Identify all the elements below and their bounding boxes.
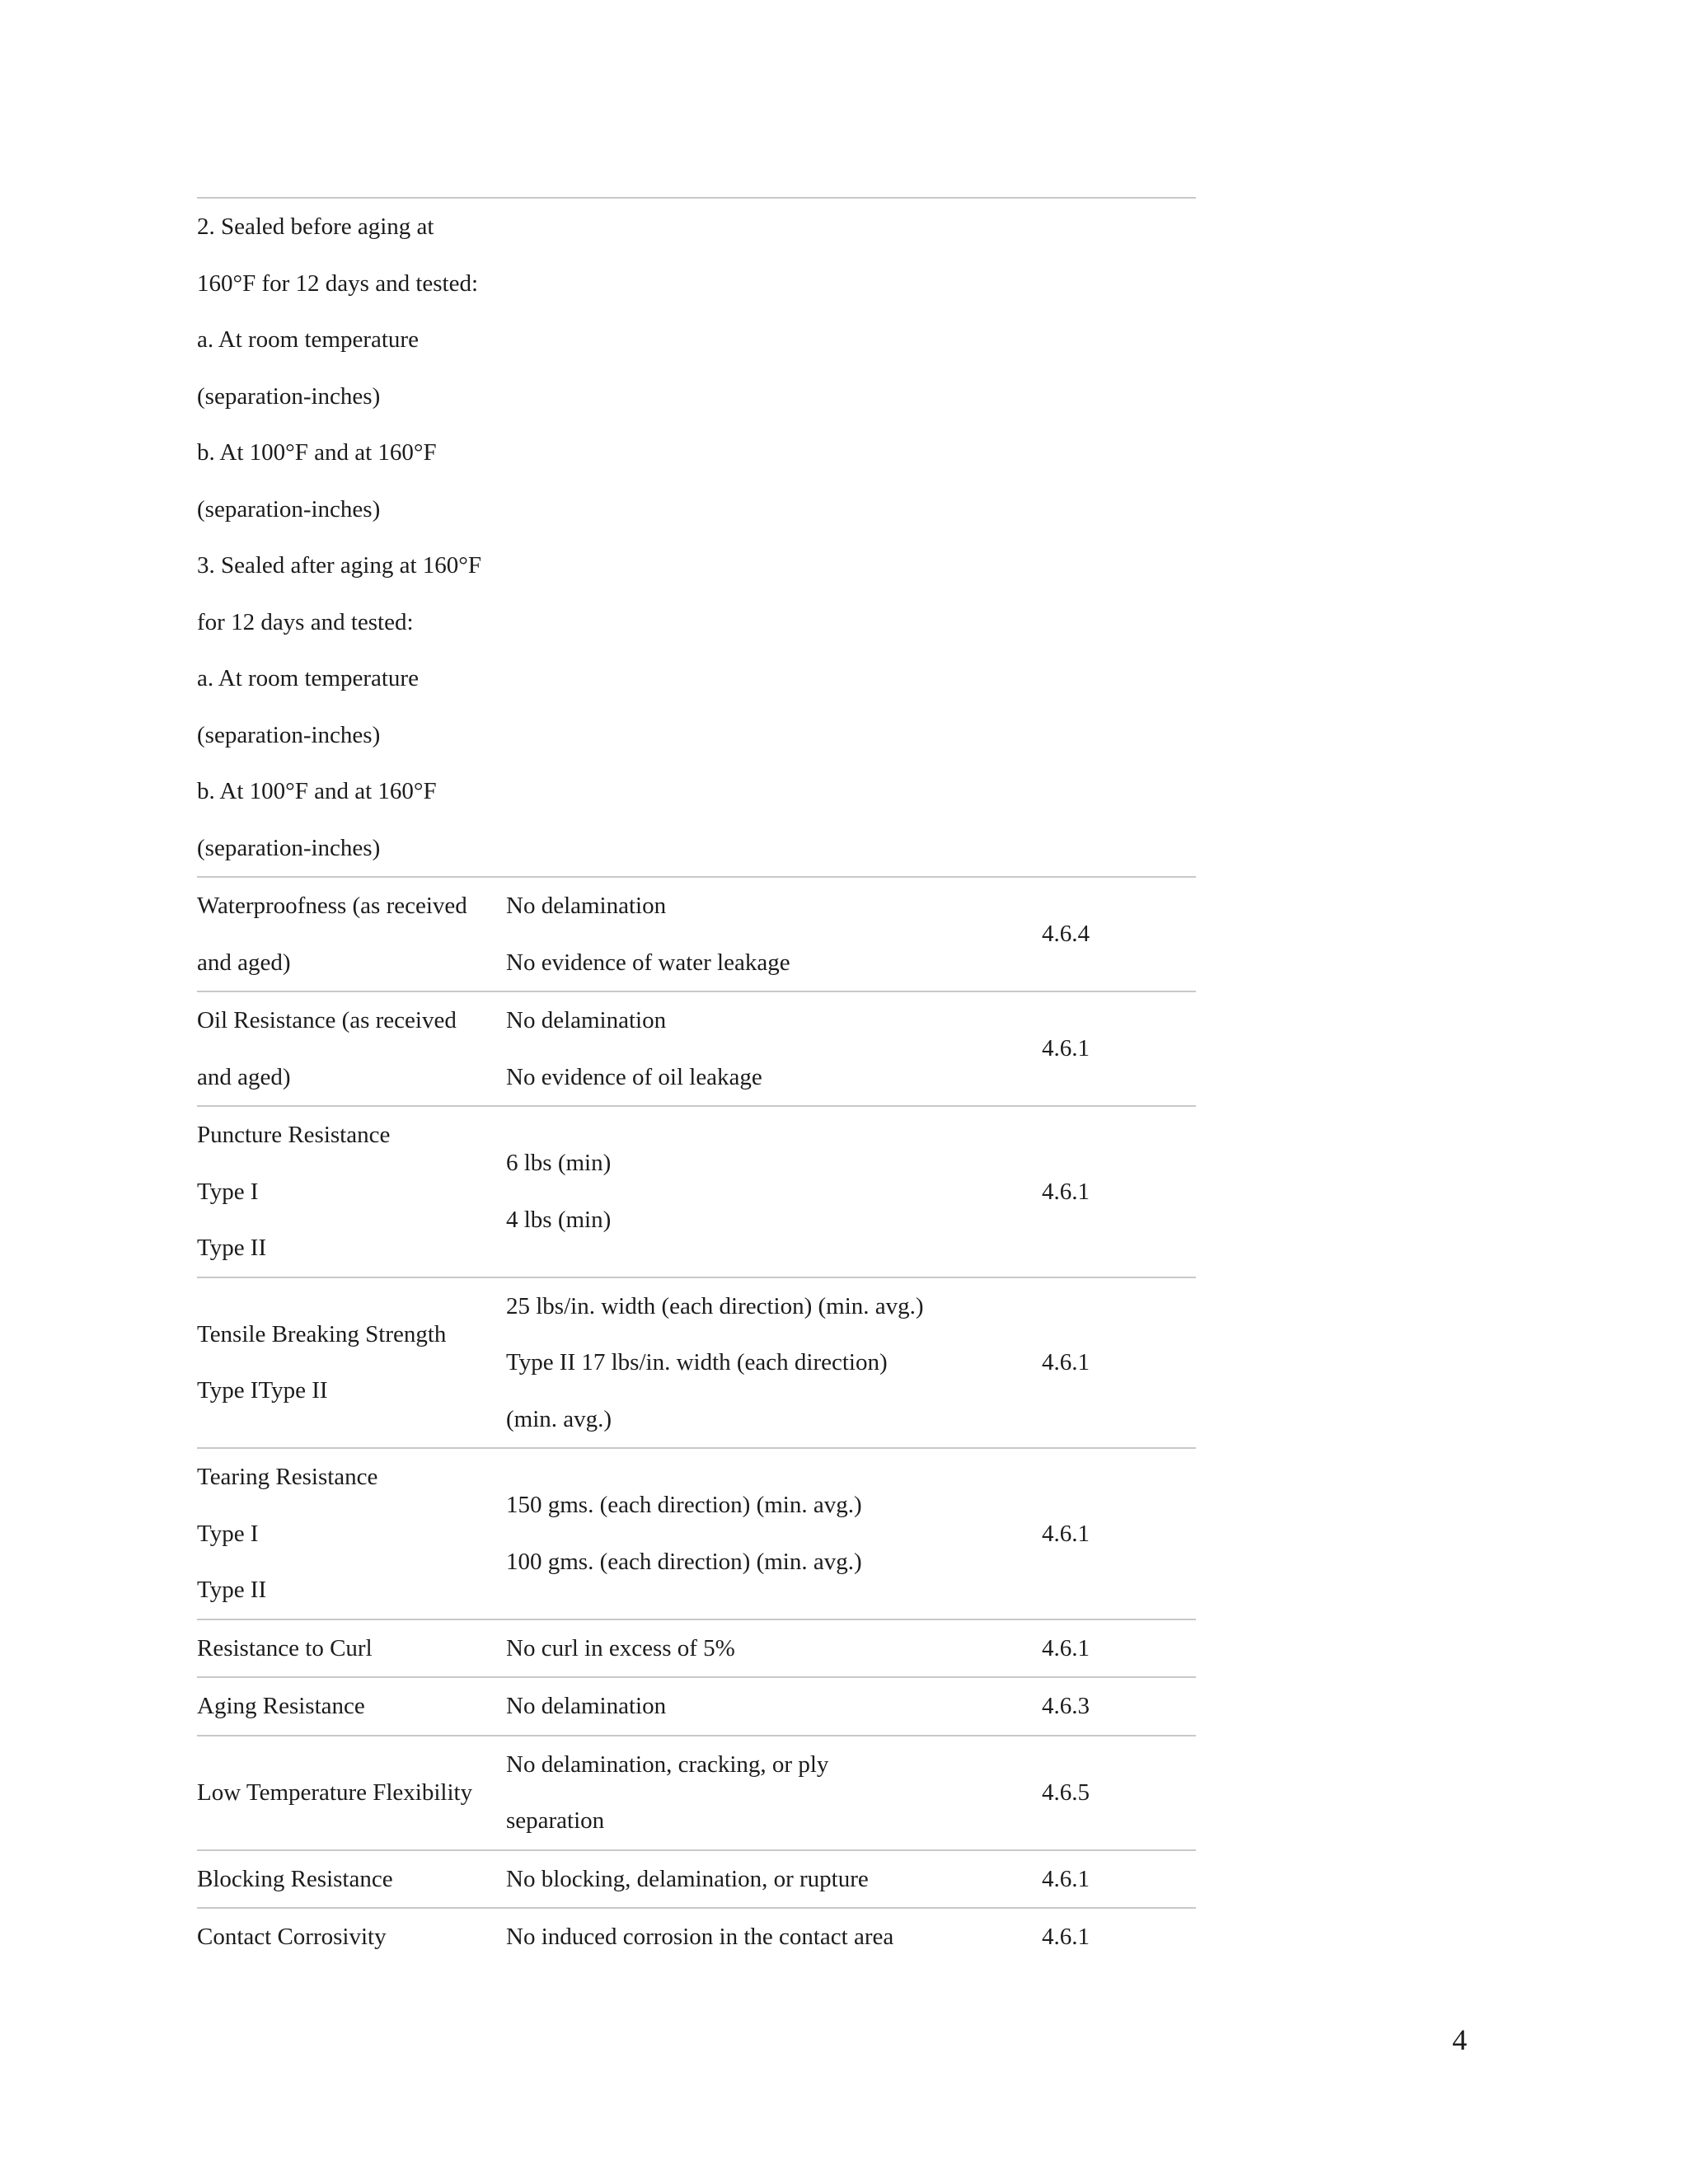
- cell-line: 2. Sealed before aging at: [197, 213, 434, 240]
- cell-line: and aged): [197, 1063, 291, 1090]
- paragraph-cell: 4.6.1: [1042, 1619, 1196, 1678]
- cell-line: Oil Resistance (as received: [197, 1007, 457, 1033]
- requirement-cell: [506, 1908, 1042, 1966]
- cell-line: No delamination: [506, 893, 667, 919]
- requirement-cell: [506, 1736, 1042, 1850]
- paragraph-cell: 4.6.1: [1042, 1448, 1196, 1619]
- cell-line: 160°F for 12 days and tested:: [197, 269, 479, 297]
- cell-line: Type I: [197, 1520, 259, 1547]
- cell-line: Type I: [197, 1178, 259, 1205]
- cell-line: Tearing Resistance: [197, 1464, 378, 1490]
- continuation-paragraph-cell: [1042, 198, 1196, 877]
- cell-line: Tensile Breaking Strength: [197, 1320, 447, 1347]
- property-cell: [197, 877, 506, 991]
- paragraph-cell: 4.6.1: [1042, 991, 1196, 1106]
- property-cell: [197, 1448, 506, 1619]
- paragraph-cell: 4.6.1: [1042, 1106, 1196, 1277]
- property-cell: [197, 1850, 506, 1909]
- cell-line: No curl in excess of 5%: [506, 1634, 735, 1661]
- cell-line: for 12 days and tested:: [197, 608, 414, 635]
- cell-line: 4 lbs (min): [506, 1206, 612, 1233]
- cell-line: Type II 17 lbs/in. width (each direction): [506, 1349, 888, 1376]
- continuation-row: [197, 198, 1196, 877]
- cell-line: 100 gms. (each direction) (min. avg.): [506, 1548, 862, 1575]
- cell-line: (separation-inches): [197, 495, 381, 523]
- page-number: 4: [1452, 2023, 1467, 2056]
- cell-line: b. At 100°F and at 160°F: [197, 439, 437, 466]
- paragraph-cell: 4.6.3: [1042, 1677, 1196, 1736]
- cell-line: Waterproofness (as received: [197, 893, 467, 919]
- property-cell: [197, 1619, 506, 1678]
- requirement-cell: [506, 1677, 1042, 1736]
- cell-line: (separation-inches): [197, 382, 381, 410]
- cell-line: a. At room temperature: [197, 326, 419, 353]
- cell-line: (separation-inches): [197, 721, 381, 748]
- cell-line: Aging Resistance: [197, 1693, 365, 1719]
- requirement-cell: [506, 1619, 1042, 1678]
- requirement-cell: [506, 1850, 1042, 1909]
- property-cell: [197, 1277, 506, 1449]
- cell-line: 6 lbs (min): [506, 1150, 612, 1177]
- cell-line: Type II: [197, 1235, 267, 1261]
- cell-line: (min. avg.): [506, 1405, 612, 1432]
- cell-line: Type II: [197, 1577, 267, 1603]
- table-row: [197, 1106, 1196, 1277]
- cell-line: No evidence of oil leakage: [506, 1063, 762, 1090]
- cell-line: Contact Corrosivity: [197, 1924, 387, 1950]
- property-cell: [197, 1736, 506, 1850]
- cell-line: No delamination: [506, 1007, 667, 1033]
- table-row: [197, 991, 1196, 1106]
- table-row: [197, 1448, 1196, 1619]
- table-row: [197, 877, 1196, 991]
- cell-line: No induced corrosion in the contact area: [506, 1924, 894, 1950]
- table-row: [197, 1677, 1196, 1736]
- table-row: [197, 1908, 1196, 1966]
- paragraph-cell: 4.6.1: [1042, 1277, 1196, 1449]
- cell-line: No delamination: [506, 1693, 667, 1719]
- requirement-cell: [506, 1277, 1042, 1449]
- cell-line: Blocking Resistance: [197, 1865, 393, 1892]
- cell-line: Puncture Resistance: [197, 1122, 391, 1148]
- cell-line: a. At room temperature: [197, 665, 419, 691]
- requirement-cell: [506, 991, 1042, 1106]
- requirements-table: [197, 197, 1196, 1966]
- cell-line: No delamination, cracking, or ply: [506, 1750, 829, 1778]
- requirement-cell: [506, 1448, 1042, 1619]
- table-row: [197, 1619, 1196, 1678]
- paragraph-cell: 4.6.1: [1042, 1924, 1090, 1950]
- table-row: [197, 1850, 1196, 1909]
- paragraph-cell: 4.6.1: [1042, 1850, 1196, 1909]
- cell-line: and aged): [197, 949, 291, 976]
- requirement-cell: [506, 877, 1042, 991]
- continuation-requirement-cell: [506, 198, 1042, 877]
- cell-line: 25 lbs/in. width (each direction) (min. avg.): [506, 1292, 924, 1319]
- cell-line: Resistance to Curl: [197, 1634, 373, 1661]
- cell-line: separation: [506, 1807, 605, 1834]
- cell-line: Low Temperature Flexibility: [197, 1779, 473, 1806]
- table-row: [197, 1736, 1196, 1850]
- cell-line: 3. Sealed after aging at 160°F: [197, 552, 481, 579]
- property-cell: [197, 1106, 506, 1277]
- cell-line: (separation-inches): [197, 834, 381, 861]
- cell-line: b. At 100°F and at 160°F: [197, 778, 437, 804]
- requirements-table-body: [197, 198, 1196, 1966]
- requirement-cell: [506, 1106, 1042, 1277]
- paragraph-cell: 4.6.4: [1042, 877, 1196, 991]
- property-cell: [197, 991, 506, 1106]
- cell-line: No evidence of water leakage: [506, 949, 790, 976]
- paragraph-cell: 4.6.5: [1042, 1736, 1196, 1850]
- property-cell: [197, 1908, 506, 1966]
- cell-line: 150 gms. (each direction) (min. avg.): [506, 1492, 862, 1519]
- cell-line: No blocking, delamination, or rupture: [506, 1865, 869, 1892]
- property-cell: [197, 1677, 506, 1736]
- continuation-property-cell: [197, 198, 506, 877]
- table-row: [197, 1277, 1196, 1449]
- cell-line: Type IType II: [197, 1377, 328, 1404]
